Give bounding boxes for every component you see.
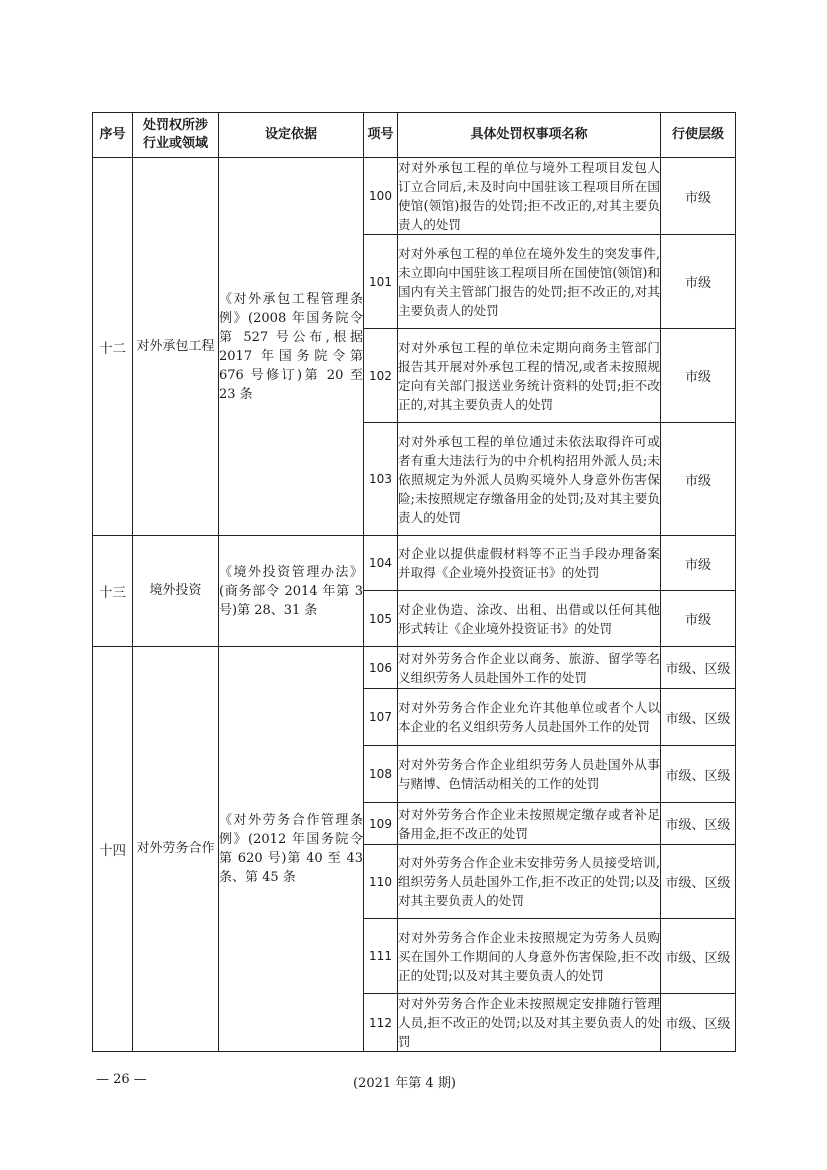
item-number: 101 [364, 235, 398, 329]
table-row [93, 647, 736, 689]
item-level: 市级 [661, 591, 736, 647]
item-name: 对对外承包工程的单位未定期向商务主管部门报告其开展对外承包工程的情况,或者未按照规定向有关部门报送业务统计资料的处罚;拒不改正的,对其主要负责人的处罚 [398, 329, 661, 423]
section-field: 对外承包工程 [133, 158, 219, 536]
item-number: 107 [364, 689, 398, 746]
section-field: 境外投资 [133, 536, 219, 647]
item-level: 市级 [661, 329, 736, 423]
item-level: 市级、区级 [661, 689, 736, 746]
item-name: 对对外劳务合作企业未按照规定缴存或者补足备用金,拒不改正的处罚 [398, 803, 661, 845]
section-legal-basis: 《对外承包工程管理条例》(2008 年国务院令第 527 号公布,根据 2017 年国务院令第 676 号修订)第 20 至 23 条 [219, 158, 364, 536]
item-name: 对对外承包工程的单位在境外发生的突发事件,未立即向中国驻该工程项目所在国使馆(领馆)和国内有关主管部门报告的处罚;拒不改正的,对其主要负责人的处罚 [398, 235, 661, 329]
table-header-row [93, 113, 736, 158]
item-number: 108 [364, 746, 398, 803]
item-name: 对对外劳务合作企业未安排劳务人员接受培训,组织劳务人员赴国外工作,拒不改正的处罚;以及对其主要负责人的处罚 [398, 845, 661, 919]
header-seq: 序号 [93, 113, 133, 158]
header-basis: 设定依据 [219, 113, 364, 158]
item-number: 106 [364, 647, 398, 689]
table-row [93, 158, 736, 235]
header-name: 具体处罚权事项名称 [398, 113, 661, 158]
page-number: — 26 — [96, 1072, 147, 1087]
item-number: 110 [364, 845, 398, 919]
item-name: 对企业以提供虚假材料等不正当手段办理备案并取得《企业境外投资证书》的处罚 [398, 536, 661, 591]
item-level: 市级、区级 [661, 647, 736, 689]
section-legal-basis: 《对外劳务合作管理条例》(2012 年国务院令第 620 号)第 40 至 43 条、第 45 条 [219, 647, 364, 1052]
section-number: 十四 [93, 647, 133, 1052]
item-name: 对对外承包工程的单位与境外工程项目发包人订立合同后,未及时向中国驻该工程项目所在国使馆(领馆)报告的处罚;拒不改正的,对其主要负责人的处罚 [398, 158, 661, 235]
header-level: 行使层级 [661, 113, 736, 158]
item-level: 市级、区级 [661, 845, 736, 919]
item-name: 对对外承包工程的单位通过未依法取得许可或者有重大违法行为的中介机构招用外派人员;未依照规定为外派人员购买境外人身意外伤害保险;未按照规定存缴备用金的处罚;及对其主要负责人的处罚 [398, 423, 661, 536]
item-level: 市级 [661, 158, 736, 235]
issue-label: (2021 年第 4 期) [353, 1076, 456, 1091]
header-item-no: 项号 [364, 113, 398, 158]
item-level: 市级 [661, 423, 736, 536]
item-name: 对对外劳务合作企业未按照规定为劳务人员购买在国外工作期间的人身意外伤害保险,拒不改正的处罚;以及对其主要负责人的处罚 [398, 919, 661, 994]
section-legal-basis: 《境外投资管理办法》(商务部令 2014 年第 3 号)第 28、31 条 [219, 536, 364, 647]
item-name: 对对外劳务合作企业未按照规定安排随行管理人员,拒不改正的处罚;以及对其主要负责人的处罚 [398, 994, 661, 1052]
item-number: 112 [364, 994, 398, 1052]
item-level: 市级、区级 [661, 803, 736, 845]
table-row [93, 536, 736, 591]
item-number: 105 [364, 591, 398, 647]
item-number: 104 [364, 536, 398, 591]
item-level: 市级 [661, 536, 736, 591]
item-level: 市级、区级 [661, 919, 736, 994]
item-number: 100 [364, 158, 398, 235]
item-level: 市级 [661, 235, 736, 329]
item-level: 市级、区级 [661, 994, 736, 1052]
item-name: 对对外劳务合作企业以商务、旅游、留学等名义组织劳务人员赴国外工作的处罚 [398, 647, 661, 689]
penalty-table [92, 112, 736, 1052]
item-level: 市级、区级 [661, 746, 736, 803]
item-number: 102 [364, 329, 398, 423]
item-name: 对企业伪造、涂改、出租、出借或以任何其他形式转让《企业境外投资证书》的处罚 [398, 591, 661, 647]
section-field: 对外劳务合作 [133, 647, 219, 1052]
item-number: 103 [364, 423, 398, 536]
section-number: 十三 [93, 536, 133, 647]
section-number: 十二 [93, 158, 133, 536]
header-field: 处罚权所涉行业或领域 [133, 113, 219, 158]
item-number: 109 [364, 803, 398, 845]
item-number: 111 [364, 919, 398, 994]
item-name: 对对外劳务合作企业组织劳务人员赴国外从事与赌博、色情活动相关的工作的处罚 [398, 746, 661, 803]
item-name: 对对外劳务合作企业允许其他单位或者个人以本企业的名义组织劳务人员赴国外工作的处罚 [398, 689, 661, 746]
